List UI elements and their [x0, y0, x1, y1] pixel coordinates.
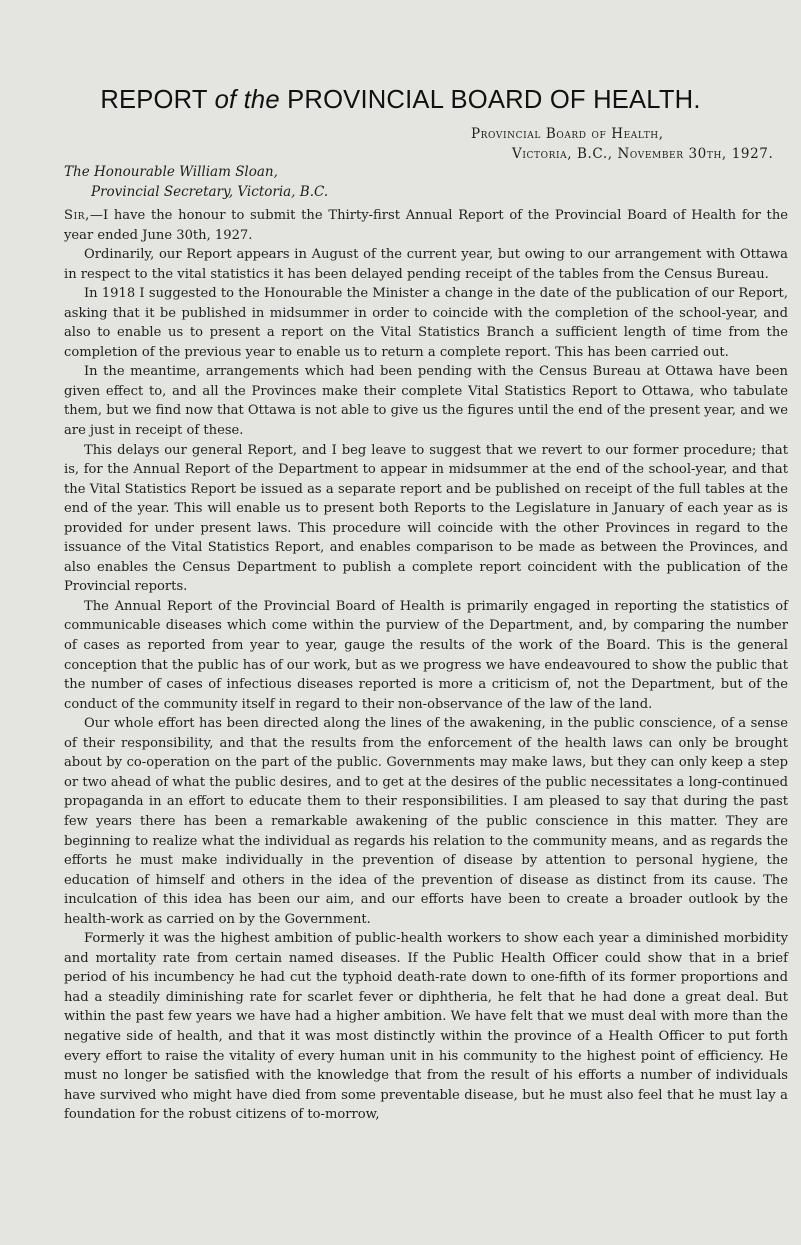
paragraph-text: —I have the honour to submit the Thirty-first Annual Report of the Provincial Board of Health for the year ended June 30th, 1927.	[64, 208, 788, 243]
title-word-report: REPORT	[100, 86, 208, 114]
paragraph: Our whole effort has been directed along the lines of the awakening, in the public conscience, of a sense of their responsibility, and that the results from the enforcement of the health laws can only be brought about by co-operation on the part of the public. Governments may make laws, but they can only keep a step or two ahead of what the public desires, and to get at the desires of the public necessitates a long-continued propaganda in an effort to educate them to their responsibilities. I am pleased to say that during the past few years there has been a remarkable awakening of the public conscience in this matter. They are beginning to realize what the individual as regards his relation to the community means, and as regards the efforts he must make individually in the prevention of disease by attention to personal hygiene, the education of himself and others in the idea of the prevention of disease as distinct from its cause. The inculcation of this idea has been our aim, and our efforts have been to create a broader outlook by the health-work as carried on by the Government.	[64, 716, 788, 927]
title-of-the: of the	[214, 86, 280, 114]
paragraph: Ordinarily, our Report appears in August of the current year, but owing to our arrangement with Ottawa in respect to the vital statistics it has been delayed pending receipt of the tables from the Census Bureau.	[64, 247, 788, 282]
letter-body	[64, 206, 788, 1125]
paragraph-opening	[64, 206, 788, 245]
report-title	[0, 86, 801, 115]
paragraph: In 1918 I suggested to the Honourable the Minister a change in the date of the publication of our Report, asking that it be published in midsummer in order to coincide with the completion of the school-year, and also to enable us to present a report on the Vital Statistics Branch a sufficient length of time from the completion of the previous year to enable us to return a complete report. This has been carried out.	[64, 286, 788, 360]
letterhead-place-date: Victoria, B.C., November 30th, 1927.	[512, 146, 774, 162]
addressee-title: Provincial Secretary, Victoria, B.C.	[91, 184, 329, 200]
salutation: Sir,	[64, 208, 90, 223]
title-board-name: PROVINCIAL BOARD OF HEALTH.	[287, 86, 701, 114]
paragraph: In the meantime, arrangements which had been pending with the Census Bureau at Ottawa have been given effect to, and all the Provinces make their complete Vital Statistics Report to Ottawa, who tabulate them, but we find now that Ottawa is not able to give us the figures until the end of the present year, and we are just in receipt of these.	[64, 364, 788, 439]
paragraph: Formerly it was the highest ambition of public-health workers to show each year a diminished morbidity and mortality rate from certain named diseases. If the Public Health Officer could show that in a brief period of his incumbency he had cut the typhoid death-rate down to one-fifth of its former proportions and had a steadily diminishing rate for scarlet fever or diphtheria, he felt that he had done a great deal. But within the past few years we have had a higher ambition. We have felt that we must deal with more than the negative side of health, and that it was most distinctly within the province of a Health Officer to put forth every effort to raise the vitality of every human unit in his community to the highest point of efficiency. He must no longer be satisfied with the knowledge that from the result of his efforts a number of individuals have survived who might have died from some preventable disease, but he must also feel that he must lay a foundation for the robust citizens of to-morrow,	[64, 931, 788, 1123]
letterhead-organization: Provincial Board of Health,	[471, 126, 664, 142]
paragraph: The Annual Report of the Provincial Board of Health is primarily engaged in reporting the statistics of communicable diseases which come within the purview of the Department, and, by comparing the number of cases as reported from year to year, gauge the results of the work of the Board. This is the general conception that the public has of our work, but as we progress we have endeavoured to show the public that the number of cases of infectious diseases reported is more a criticism of, not the Department, but of the conduct of the community itself in regard to their non-observance of the law of the land.	[64, 598, 788, 712]
paragraph: This delays our general Report, and I beg leave to suggest that we revert to our former procedure; that is, for the Annual Report of the Department to appear in midsummer at the end of the school-year, and that the Vital Statistics Report be issued as a separate report and be published on receipt of the full tables at the end of the year. This will enable us to present both Reports to the Legislature in January of each year as is provided for under present laws. This procedure will coincide with the other Provinces in regard to the issuance of the Vital Statistics Report, and enables comparison to be made as between the Provinces, and also enables the Census Department to publish a complete report coincident with the publication of the Provincial reports.	[64, 442, 788, 595]
addressee-name: The Honourable William Sloan,	[64, 164, 278, 180]
